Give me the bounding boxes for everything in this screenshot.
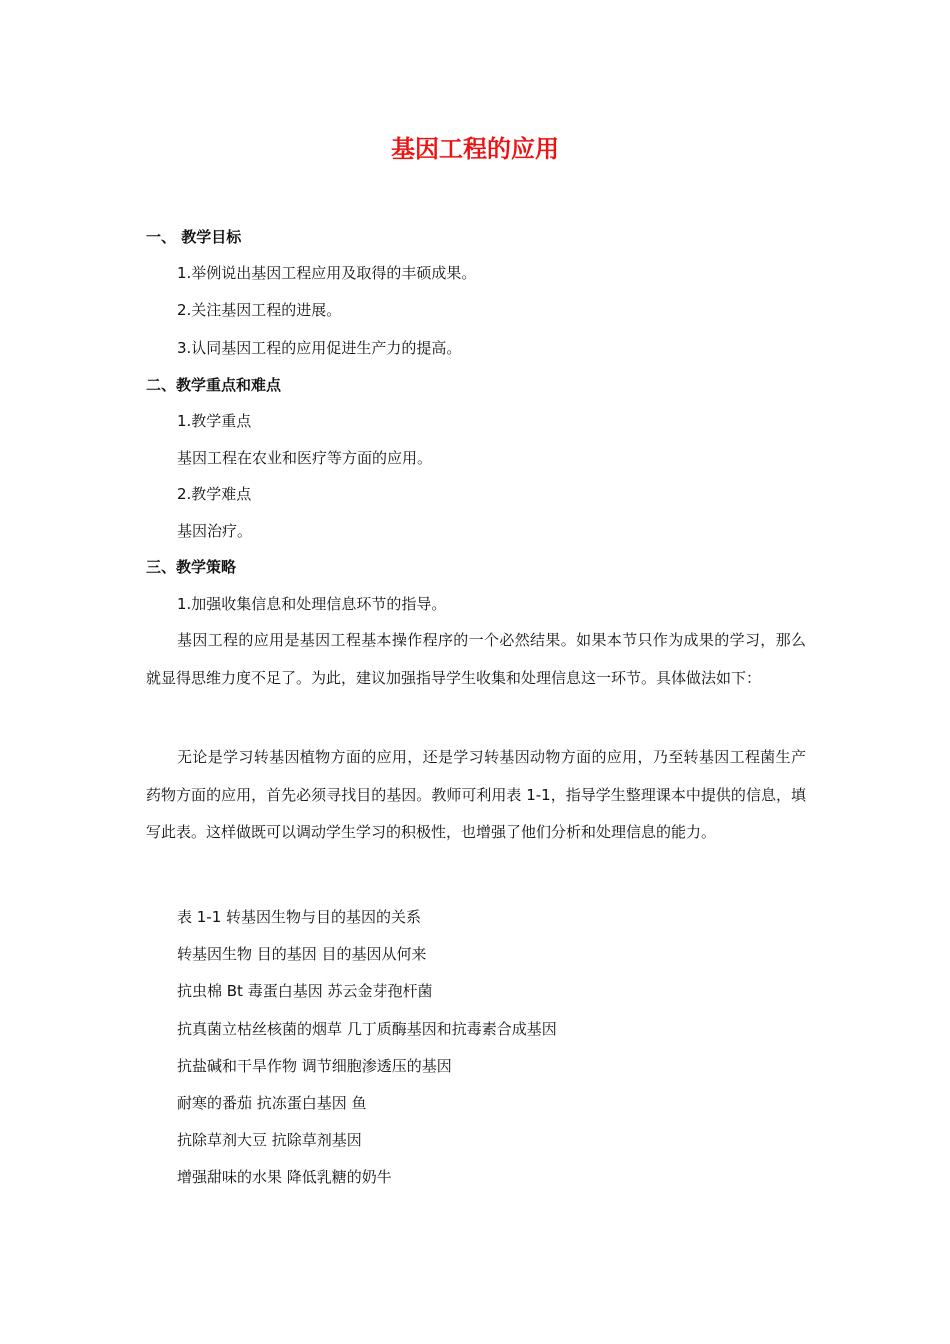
strategy-label: 1.加强收集信息和处理信息环节的指导。	[177, 595, 447, 613]
page-title: 基因工程的应用	[391, 135, 559, 163]
section-heading-objectives: 一、 教学目标	[146, 228, 242, 246]
table-row: 转基因生物 目的基因 目的基因从何来	[177, 945, 427, 963]
strategy-paragraph-2: 无论是学习转基因植物方面的应用，还是学习转基因动物方面的应用，乃至转基因工程菌生产药物方面的应用，首先必须寻找目的基因。教师可利用表 1-1，指导学生整理课本中提供的信息，填写此表。这样做既可以调动学生学习的积极性，也增强了他们分析和处理信息的能力。	[146, 748, 806, 841]
table-row: 抗盐碱和干旱作物 调节细胞渗透压的基因	[177, 1057, 452, 1075]
objective-item-1: 1.举例说出基因工程应用及取得的丰硕成果。	[177, 264, 477, 282]
difficulty-label: 2.教学难点	[177, 485, 252, 503]
key-point-text: 基因工程在农业和医疗等方面的应用。	[177, 449, 433, 467]
section-heading-strategy: 三、教学策略	[146, 558, 237, 576]
objective-item-2: 2.关注基因工程的进展。	[177, 301, 342, 319]
objective-item-3: 3.认同基因工程的应用促进生产力的提高。	[177, 339, 462, 357]
strategy-paragraph-1: 基因工程的应用是基因工程基本操作程序的一个必然结果。如果本节只作为成果的学习，那么就显得思维力度不足了。为此，建议加强指导学生收集和处理信息这一环节。具体做法如下：	[146, 631, 806, 687]
section-heading-key-points: 二、教学重点和难点	[146, 376, 282, 394]
table-row: 抗除草剂大豆 抗除草剂基因	[177, 1131, 362, 1149]
key-point-label: 1.教学重点	[177, 412, 252, 430]
table-row: 增强甜味的水果 降低乳糖的奶牛	[177, 1168, 392, 1186]
table-row: 抗真菌立枯丝核菌的烟草 几丁质酶基因和抗毒素合成基因	[177, 1020, 557, 1038]
table-row: 抗虫棉 Bt 毒蛋白基因 苏云金芽孢杆菌	[177, 982, 433, 1000]
table-caption: 表 1-1 转基因生物与目的基因的关系	[177, 908, 422, 926]
table-row: 耐寒的番茄 抗冻蛋白基因 鱼	[177, 1094, 367, 1112]
difficulty-text: 基因治疗。	[177, 522, 253, 540]
